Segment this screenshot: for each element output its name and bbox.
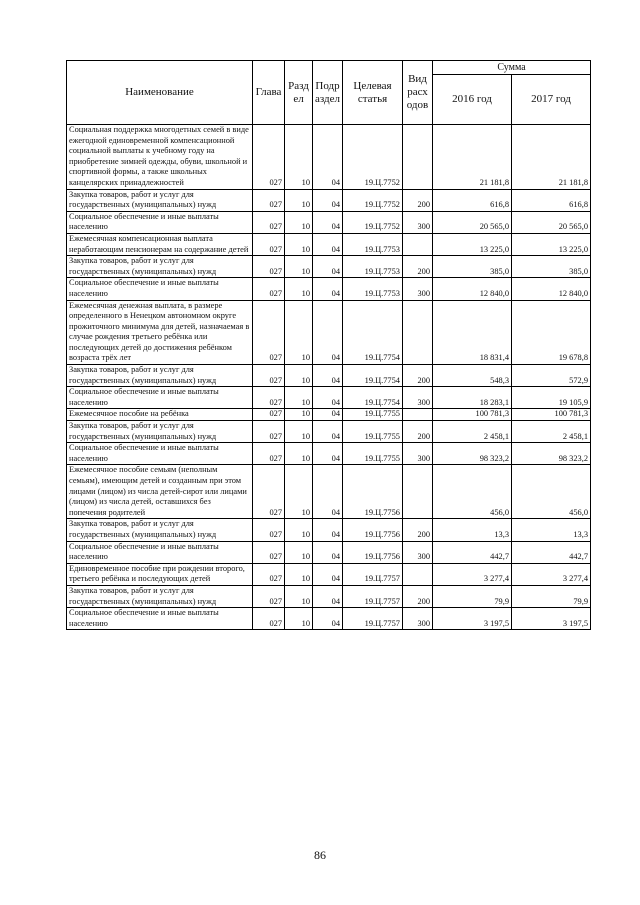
row-target: 19.Ц.7757 [343, 608, 403, 630]
row-vid: 200 [403, 189, 433, 211]
table-row [67, 300, 591, 365]
row-amount-2016: 21 181,8 [433, 125, 512, 190]
row-amount-2017: 2 458,1 [512, 421, 591, 443]
row-amount-2016: 456,0 [433, 465, 512, 519]
row-razdel: 10 [285, 365, 313, 387]
row-target: 19.Ц.7756 [343, 519, 403, 541]
header-vid: Вид расх одов [403, 61, 433, 125]
row-amount-2016: 616,8 [433, 189, 512, 211]
row-razdel: 10 [285, 300, 313, 365]
row-glava: 027 [253, 608, 285, 630]
row-name: Ежемесячная денежная выплата, в размере определенного в Ненецком автономном округе прожиточного минимума для детей, назначаемая в случае рождения третьего ребёнка или последующих детей до достижения ребёнком возраста трёх лет [67, 300, 253, 365]
row-amount-2017: 13,3 [512, 519, 591, 541]
row-vid [403, 409, 433, 421]
row-glava: 027 [253, 256, 285, 278]
row-razdel: 10 [285, 256, 313, 278]
table-row [67, 211, 591, 233]
row-amount-2017: 13 225,0 [512, 233, 591, 255]
row-razdel: 10 [285, 585, 313, 607]
row-podrazdel: 04 [313, 563, 343, 585]
row-vid: 300 [403, 278, 433, 300]
table-row [67, 421, 591, 443]
row-razdel: 10 [285, 608, 313, 630]
row-amount-2016: 100 781,3 [433, 409, 512, 421]
row-podrazdel: 04 [313, 365, 343, 387]
row-target: 19.Ц.7755 [343, 409, 403, 421]
table-row [67, 608, 591, 630]
row-amount-2017: 385,0 [512, 256, 591, 278]
row-name: Закупка товаров, работ и услуг для государственных (муниципальных) нужд [67, 519, 253, 541]
header-podrazdel: Подр аздел [313, 61, 343, 125]
row-target: 19.Ц.7757 [343, 585, 403, 607]
row-target: 19.Ц.7755 [343, 421, 403, 443]
row-amount-2016: 2 458,1 [433, 421, 512, 443]
row-glava: 027 [253, 233, 285, 255]
header-razdel: Разд ел [285, 61, 313, 125]
row-razdel: 10 [285, 211, 313, 233]
table-row [67, 189, 591, 211]
row-vid [403, 300, 433, 365]
row-target: 19.Ц.7753 [343, 233, 403, 255]
row-amount-2016: 3 197,5 [433, 608, 512, 630]
row-vid: 200 [403, 585, 433, 607]
row-target: 19.Ц.7755 [343, 443, 403, 465]
row-podrazdel: 04 [313, 409, 343, 421]
row-podrazdel: 04 [313, 233, 343, 255]
header-target: Целевая статья [343, 61, 403, 125]
row-vid [403, 465, 433, 519]
row-glava: 027 [253, 519, 285, 541]
row-name: Закупка товаров, работ и услуг для государственных (муниципальных) нужд [67, 421, 253, 443]
table-row [67, 541, 591, 563]
row-name: Ежемесячное пособие семьям (неполным семьям), имеющим детей и созданным при этом лицами (лицом) из числа детей-сирот или лицами (лицом) из числа детей, оставшихся без попечения родителей [67, 465, 253, 519]
row-name: Социальное обеспечение и иные выплаты населению [67, 211, 253, 233]
row-amount-2016: 3 277,4 [433, 563, 512, 585]
row-target: 19.Ц.7756 [343, 465, 403, 519]
row-target: 19.Ц.7752 [343, 211, 403, 233]
row-razdel: 10 [285, 125, 313, 190]
row-amount-2016: 20 565,0 [433, 211, 512, 233]
row-razdel: 10 [285, 189, 313, 211]
row-vid: 300 [403, 443, 433, 465]
row-amount-2017: 98 323,2 [512, 443, 591, 465]
row-razdel: 10 [285, 443, 313, 465]
row-amount-2016: 18 283,1 [433, 387, 512, 409]
row-vid: 300 [403, 211, 433, 233]
row-glava: 027 [253, 365, 285, 387]
row-razdel: 10 [285, 233, 313, 255]
table-row [67, 256, 591, 278]
table-row [67, 233, 591, 255]
table-row [67, 443, 591, 465]
row-podrazdel: 04 [313, 519, 343, 541]
row-amount-2017: 616,8 [512, 189, 591, 211]
row-target: 19.Ц.7757 [343, 563, 403, 585]
table-row [67, 278, 591, 300]
header-2017: 2017 год [512, 75, 591, 125]
row-vid: 200 [403, 421, 433, 443]
table-body [67, 125, 591, 630]
row-razdel: 10 [285, 563, 313, 585]
row-name: Социальная поддержка многодетных семей в виде ежегодной единовременной компенсационной социальной выплаты к учебному году на приобретение зимней одежды, обуви, школьной и спортивной формы, а также школьных канцелярских принадлежностей [67, 125, 253, 190]
page-number: 86 [314, 848, 326, 862]
row-glava: 027 [253, 443, 285, 465]
row-razdel: 10 [285, 465, 313, 519]
table-row [67, 125, 591, 190]
row-glava: 027 [253, 421, 285, 443]
table-row [67, 387, 591, 409]
row-name: Социальное обеспечение и иные выплаты населению [67, 541, 253, 563]
row-vid: 300 [403, 541, 433, 563]
row-name: Социальное обеспечение и иные выплаты населению [67, 278, 253, 300]
row-amount-2016: 548,3 [433, 365, 512, 387]
row-podrazdel: 04 [313, 585, 343, 607]
row-name: Единовременное пособие при рождении второго, третьего ребёнка и последующих детей [67, 563, 253, 585]
row-name: Закупка товаров, работ и услуг для государственных (муниципальных) нужд [67, 585, 253, 607]
row-podrazdel: 04 [313, 189, 343, 211]
table-row [67, 585, 591, 607]
row-glava: 027 [253, 465, 285, 519]
row-name: Социальное обеспечение и иные выплаты населению [67, 608, 253, 630]
row-podrazdel: 04 [313, 387, 343, 409]
table-row [67, 563, 591, 585]
row-vid: 300 [403, 608, 433, 630]
row-amount-2016: 13 225,0 [433, 233, 512, 255]
row-name: Социальное обеспечение и иные выплаты населению [67, 387, 253, 409]
row-razdel: 10 [285, 541, 313, 563]
row-podrazdel: 04 [313, 256, 343, 278]
row-vid: 200 [403, 365, 433, 387]
row-amount-2017: 3 197,5 [512, 608, 591, 630]
row-podrazdel: 04 [313, 541, 343, 563]
row-podrazdel: 04 [313, 608, 343, 630]
row-target: 19.Ц.7754 [343, 300, 403, 365]
row-vid: 200 [403, 256, 433, 278]
header-2016: 2016 год [433, 75, 512, 125]
row-amount-2017: 19 105,9 [512, 387, 591, 409]
row-amount-2017: 100 781,3 [512, 409, 591, 421]
header-name: Наименование [67, 61, 253, 125]
row-target: 19.Ц.7756 [343, 541, 403, 563]
row-amount-2017: 79,9 [512, 585, 591, 607]
row-vid [403, 125, 433, 190]
row-amount-2017: 3 277,4 [512, 563, 591, 585]
row-amount-2016: 12 840,0 [433, 278, 512, 300]
row-amount-2017: 442,7 [512, 541, 591, 563]
row-name: Ежемесячное пособие на ребёнка [67, 409, 253, 421]
row-podrazdel: 04 [313, 465, 343, 519]
row-glava: 027 [253, 125, 285, 190]
row-vid [403, 563, 433, 585]
row-glava: 027 [253, 585, 285, 607]
budget-table [66, 60, 591, 630]
row-razdel: 10 [285, 421, 313, 443]
row-amount-2017: 572,9 [512, 365, 591, 387]
row-razdel: 10 [285, 519, 313, 541]
row-name: Закупка товаров, работ и услуг для государственных (муниципальных) нужд [67, 189, 253, 211]
row-amount-2016: 98 323,2 [433, 443, 512, 465]
row-target: 19.Ц.7754 [343, 387, 403, 409]
header-sum: Сумма [433, 61, 591, 75]
row-podrazdel: 04 [313, 443, 343, 465]
table-row [67, 519, 591, 541]
row-glava: 027 [253, 278, 285, 300]
row-target: 19.Ц.7753 [343, 256, 403, 278]
row-target: 19.Ц.7752 [343, 189, 403, 211]
row-amount-2016: 18 831,4 [433, 300, 512, 365]
row-vid: 300 [403, 387, 433, 409]
row-name: Ежемесячная компенсационная выплата неработающим пенсионерам на содержание детей [67, 233, 253, 255]
row-amount-2016: 442,7 [433, 541, 512, 563]
row-target: 19.Ц.7754 [343, 365, 403, 387]
row-name: Закупка товаров, работ и услуг для государственных (муниципальных) нужд [67, 256, 253, 278]
table-row [67, 465, 591, 519]
row-amount-2017: 21 181,8 [512, 125, 591, 190]
row-podrazdel: 04 [313, 300, 343, 365]
row-amount-2017: 12 840,0 [512, 278, 591, 300]
row-podrazdel: 04 [313, 125, 343, 190]
row-razdel: 10 [285, 409, 313, 421]
row-glava: 027 [253, 541, 285, 563]
row-name: Закупка товаров, работ и услуг для государственных (муниципальных) нужд [67, 365, 253, 387]
row-podrazdel: 04 [313, 278, 343, 300]
row-glava: 027 [253, 409, 285, 421]
row-amount-2016: 385,0 [433, 256, 512, 278]
row-glava: 027 [253, 300, 285, 365]
row-target: 19.Ц.7752 [343, 125, 403, 190]
row-amount-2016: 79,9 [433, 585, 512, 607]
row-vid: 200 [403, 519, 433, 541]
header-glava: Глава [253, 61, 285, 125]
row-podrazdel: 04 [313, 421, 343, 443]
row-target: 19.Ц.7753 [343, 278, 403, 300]
row-amount-2017: 19 678,8 [512, 300, 591, 365]
row-amount-2017: 20 565,0 [512, 211, 591, 233]
table-row [67, 409, 591, 421]
row-vid [403, 233, 433, 255]
row-amount-2016: 13,3 [433, 519, 512, 541]
row-razdel: 10 [285, 387, 313, 409]
row-glava: 027 [253, 387, 285, 409]
table-header [67, 61, 591, 125]
row-glava: 027 [253, 189, 285, 211]
row-name: Социальное обеспечение и иные выплаты населению [67, 443, 253, 465]
row-glava: 027 [253, 563, 285, 585]
row-razdel: 10 [285, 278, 313, 300]
row-podrazdel: 04 [313, 211, 343, 233]
row-amount-2017: 456,0 [512, 465, 591, 519]
table-row [67, 365, 591, 387]
row-glava: 027 [253, 211, 285, 233]
